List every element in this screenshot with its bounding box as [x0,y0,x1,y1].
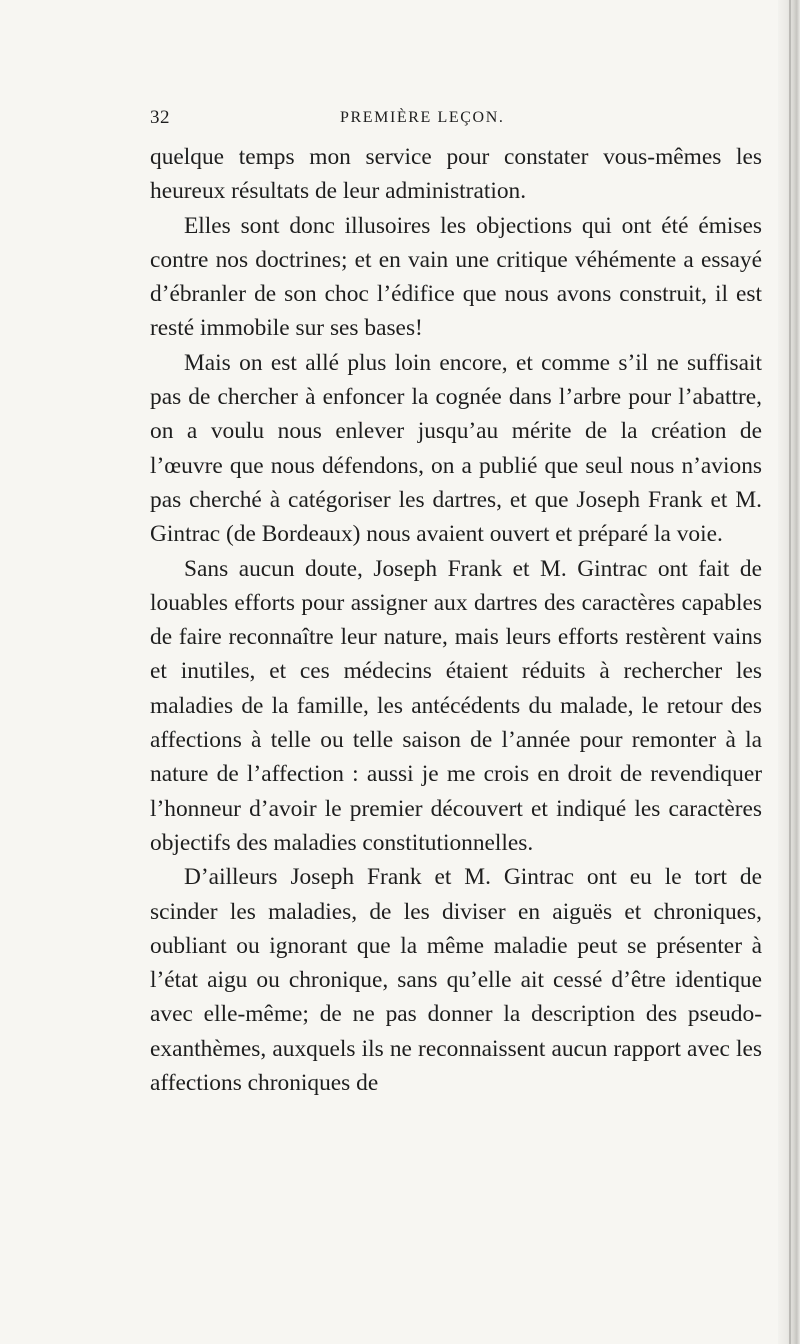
paragraph: Elles sont donc illusoires les objections qui ont été émises contre nos doctrines; et en vain une critique véhémente a essayé d’ébranler de son choc l’édifice que nous avons construit, il est resté immobile sur ses bases! [150,212,762,342]
paragraph: D’ailleurs Joseph Frank et M. Gintrac ont eu le tort de scinder les maladies, de les diviser en aiguës et chroniques, oubliant ou ignorant que la même maladie peut se présenter à l’état aigu ou chronique, sans qu’elle ait cessé d’être identique avec elle-même; de ne pas donner la description des pseudo-exanthèmes, auxquels ils ne reconnaissent aucun rapport avec les affections chroniques de [150,864,762,1097]
body-text [150,140,762,1100]
page-number: 32 [150,107,170,128]
page-edge-line [789,0,791,1344]
page-header [150,107,760,133]
paragraph: Mais on est allé plus loin encore, et comme s’il ne suffisait pas de chercher à enfoncer la cognée dans l’arbre pour l’abattre, on a voulu nous enlever jusqu’au mérite de la création de l’œuvre que nous défendons, on a publié que seul nous n’avions pas cherché à catégoriser les dartres, et que Joseph Frank et M. Gintrac (de Bordeaux) nous avaient ouvert et préparé la voie. [150,349,762,548]
paragraph: quelque temps mon service pour constater vous-mêmes les heureux résultats de leur administration. [150,144,762,205]
paragraph: Sans aucun doute, Joseph Frank et M. Gintrac ont fait de louables efforts pour assigner aux dartres des caractères capables de faire reconnaître leur nature, mais leurs efforts restèrent vains et inutiles, et ces médecins étaient réduits à rechercher les maladies de la famille, les antécédents du malade, le retour des affections à telle ou telle saison de l’année pour remonter à la nature de l’affection : aussi je me crois en droit de revendiquer l’honneur d’avoir le premier découvert et indiqué les caractères objectifs des maladies constitutionnelles. [150,555,762,856]
running-head: PREMIÈRE LEÇON. [340,109,505,126]
